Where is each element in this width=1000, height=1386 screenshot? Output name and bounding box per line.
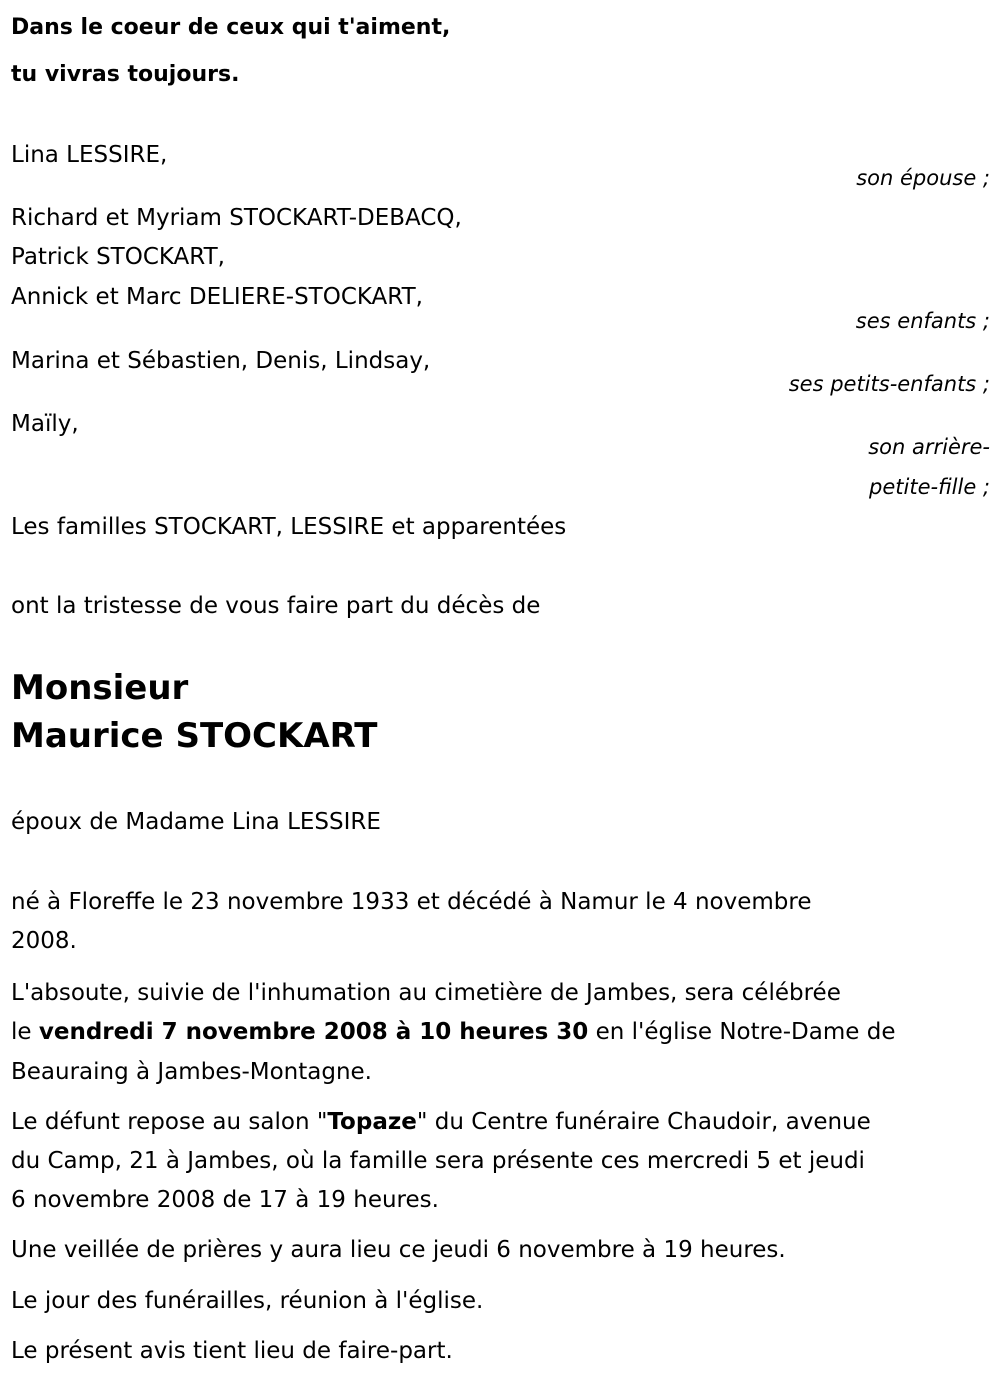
funeral-day: Le jour des funérailles, réunion à l'église. [11,1288,484,1314]
great-grandchild-role-2: petite-fille ; [869,475,990,499]
ceremony-date: vendredi 7 novembre 2008 à 10 heures 30 [38,1019,589,1045]
visitation-line-2: du Camp, 21 à Jambes, où la famille sera présente ces mercredi 5 et jeudi [11,1148,865,1174]
visitation-text: Le défunt repose au salon " [11,1109,328,1135]
great-grandchild-role-1: son arrière- [868,435,990,459]
spouse-name: Lina LESSIRE, [11,142,168,168]
ceremony-line-1: L'absoute, suivie de l'inhumation au cimetière de Jambes, sera célébrée [11,980,841,1006]
spouse-of: époux de Madame Lina LESSIRE [11,809,381,835]
birth-death-line-2: 2008. [11,928,77,954]
children-role: ses enfants ; [855,309,990,333]
closing: Le présent avis tient lieu de faire-part. [11,1338,453,1364]
epitaph-line-2: tu vivras toujours. [11,62,240,87]
spouse-role: son épouse ; [856,166,990,190]
salon-name: Topaze [327,1109,417,1135]
child-1: Richard et Myriam STOCKART-DEBACQ, [11,205,462,231]
announcement: ont la tristesse de vous faire part du décès de [11,593,541,619]
grandchildren-role: ses petits-enfants ; [788,372,990,396]
vigil: Une veillée de prières y aura lieu ce jeudi 6 novembre à 19 heures. [11,1237,786,1263]
deceased-name: Maurice STOCKART [11,716,378,756]
ceremony-line-3: Beauraing à Jambes-Montagne. [11,1059,372,1085]
ceremony-line-2 [11,1017,895,1047]
deceased-title: Monsieur [11,668,189,708]
ceremony-text: le [11,1019,39,1045]
visitation-text: " du Centre funéraire Chaudoir, avenue [416,1109,871,1135]
visitation-line-1 [11,1107,871,1137]
epitaph-line-1: Dans le coeur de ceux qui t'aiment, [11,15,451,40]
visitation-line-3: 6 novembre 2008 de 17 à 19 heures. [11,1187,439,1213]
child-3: Annick et Marc DELIERE-STOCKART, [11,284,423,310]
families: Les familles STOCKART, LESSIRE et apparentées [11,514,567,540]
birth-death-line-1: né à Floreffe le 23 novembre 1933 et décédé à Namur le 4 novembre [11,889,812,915]
child-2: Patrick STOCKART, [11,244,225,270]
grandchildren: Marina et Sébastien, Denis, Lindsay, [11,348,431,374]
ceremony-text: en l'église Notre-Dame de [588,1019,896,1045]
great-grandchild: Maïly, [11,411,79,437]
